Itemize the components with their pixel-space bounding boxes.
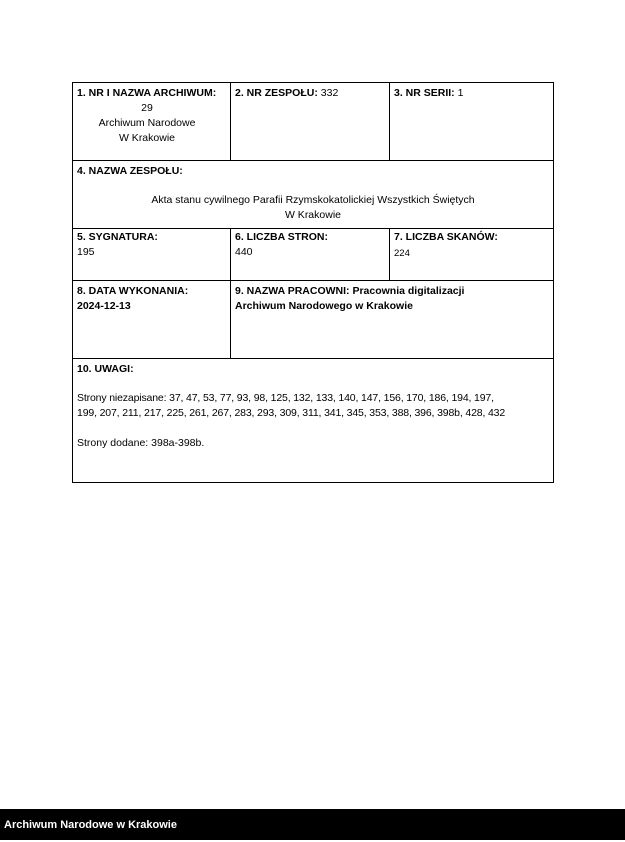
archive-name-line1: Archiwum Narodowe	[98, 117, 196, 129]
series-number-label: 3. NR SERII:	[394, 87, 455, 99]
workshop-label-line1: 9. NAZWA PRACOWNI: Pracownia digitalizacji	[235, 285, 465, 297]
fond-name-line2: W Krakowie	[284, 209, 341, 221]
date-value: 2024-12-13	[77, 300, 131, 312]
notes-added-pages: Strony dodane: 398a-398b.	[77, 437, 205, 449]
fond-number-value: 332	[320, 87, 339, 99]
workshop-cell	[231, 281, 553, 358]
scan-count-value: 224	[394, 248, 410, 259]
scan-count-label: 7. LICZBA SKANÓW:	[394, 231, 498, 243]
workshop-label-line2: Archiwum Narodowego w Krakowie	[235, 300, 413, 312]
date-cell	[73, 281, 230, 358]
notes-blank-pages-line1: Strony niezapisane: 37, 47, 53, 77, 93, 98, 125, 132, 133, 140, 147, 156, 170, 186, 194, 197,	[77, 392, 494, 404]
archive-cell	[73, 83, 230, 160]
page-count-cell	[231, 229, 389, 280]
page-count-value: 440	[235, 246, 253, 258]
archive-name-line2: W Krakowie	[118, 132, 175, 144]
scan-count-cell	[390, 229, 553, 280]
notes-cell	[73, 359, 553, 482]
metadata-form	[72, 82, 554, 483]
signature-cell	[73, 229, 230, 280]
signature-label: 5. SYGNATURA:	[77, 231, 158, 243]
page-count-label: 6. LICZBA STRON:	[235, 231, 328, 243]
notes-label: 10. UWAGI:	[77, 363, 134, 375]
fond-number-label: 2. NR ZESPOŁU:	[235, 87, 318, 99]
fond-name-label: 4. NAZWA ZESPOŁU:	[77, 165, 183, 177]
archive-number: 29	[141, 102, 153, 114]
notes-blank-pages-line2: 199, 207, 211, 217, 225, 261, 267, 283, 293, 309, 311, 341, 345, 353, 388, 396, 398b, 428, 432	[77, 407, 506, 419]
date-label: 8. DATA WYKONANIA:	[77, 285, 189, 297]
series-number-value: 1	[457, 87, 464, 99]
footer-text: Archiwum Narodowe w Krakowie	[4, 819, 177, 831]
fond-name-line1: Akta stanu cywilnego Parafii Rzymskokatolickiej Wszystkich Świętych	[151, 194, 475, 206]
fond-name-cell	[73, 161, 553, 228]
footer-bar	[0, 809, 625, 840]
signature-value: 195	[77, 246, 95, 258]
fond-number-cell	[231, 83, 389, 160]
archive-label: 1. NR I NAZWA ARCHIWUM:	[77, 87, 217, 99]
series-number-cell	[390, 83, 553, 160]
